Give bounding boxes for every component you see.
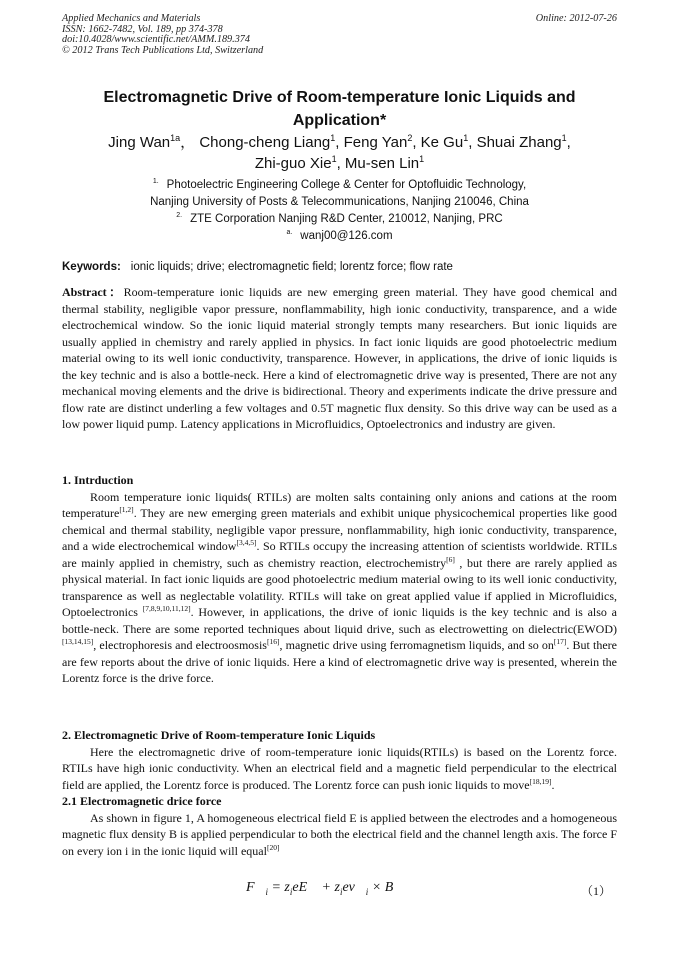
citation: [7,8,9,10,11,12] xyxy=(142,604,191,613)
subsection-heading: 2.1 Electromagnetic drice force xyxy=(62,794,222,808)
author-name: Mu-sen Lin xyxy=(344,155,420,172)
author-name: Ke Gu xyxy=(420,134,464,151)
equation-number: （1） xyxy=(580,884,611,898)
author-sep: , xyxy=(336,155,345,172)
text-run: Here the electromagnetic drive of room-temperature ionic liquids(RTILs) is based on the Lorentz force. RTILs have high ionic conductivity. When an electrical field and a magnetic field perpendicular to the electrical field are applied, the Lorentz force is produced. The Lorentz force can push ionic liquids to move xyxy=(62,744,617,792)
equation-1 xyxy=(62,880,617,902)
section-heading: 1. Intrduction xyxy=(62,473,134,487)
affiliation-1-line-1 xyxy=(62,177,617,194)
author-name: Jing Wan xyxy=(108,134,171,151)
author-sup: 1 xyxy=(561,133,567,143)
citation: [16] xyxy=(266,637,280,646)
author-name: Shuai Zhang xyxy=(476,134,562,151)
abstract xyxy=(62,284,617,433)
text-run: , but there are rarely applied as physical material. In fact ionic liquids are good photoelectric medium material owing to its well ionic conductivity, transparence as well as neglectable volatility. RTILs will take on great applied value if applied in Microfluidics, Optoelectronics xyxy=(62,555,617,619)
text-run: . So RTILs occupy the increasing attention of scientists worldwide. RTILs are mainly applied in chemistry, such as chemistry reaction, electrochemistry xyxy=(62,539,618,570)
journal-header xyxy=(62,14,617,56)
author-sup: 1 xyxy=(419,154,425,164)
author-sup: 1 xyxy=(331,154,337,164)
citation: [17] xyxy=(553,637,567,646)
email-line xyxy=(62,228,617,245)
section-heading: 2. Electromagnetic Drive of Room-temperature Ionic Liquids xyxy=(62,728,376,742)
equation-formula: $F⃗_i$ = $z_ieE⃗$ + $z_iev⃗_i$ × B⃗ xyxy=(246,880,405,897)
section-electromagnetic-drive xyxy=(62,727,617,859)
keywords xyxy=(62,259,617,275)
title-line-1: Electromagnetic Drive of Room-temperature Ionic Liquids and xyxy=(103,89,576,106)
title-line-2: Application* xyxy=(292,112,387,129)
keywords-text: ionic liquids; drive; electromagnetic field; lorentz force; flow rate xyxy=(130,261,453,273)
author-sep: ， xyxy=(180,134,196,151)
affiliation-text: ZTE Corporation Nanjing R&D Center, 210012, Nanjing, PRC xyxy=(190,213,503,225)
author-sep: , xyxy=(335,134,344,151)
text-run: Room temperature ionic liquids( RTILs) are molten salts containing only anions and cations at the room temperature xyxy=(62,489,617,520)
copyright-line: © 2012 Trans Tech Publications Ltd, Switzerland xyxy=(62,44,264,56)
author-list xyxy=(62,132,617,174)
author-sep: , xyxy=(412,134,421,151)
email-address: wanj00@126.com xyxy=(300,230,393,242)
email-mark: a. xyxy=(286,229,293,236)
affiliation-1-line-2: Nanjing University of Posts & Telecommunications, Nanjing 210046, China xyxy=(150,196,529,208)
author-sep: , xyxy=(468,134,477,151)
author-sup: 2 xyxy=(407,133,413,143)
body-paragraph xyxy=(62,810,617,860)
text-run: . They are new emerging green materials and exhibit unique physicochemical properties like good chemical and thermal stability, negligible vapor pressure, nonflammability, high ionic conductivity, transparence, and a wide electrochemical window xyxy=(62,506,617,553)
citation: [6] xyxy=(446,554,455,564)
author-sep: , xyxy=(566,134,571,151)
paper-title xyxy=(62,86,617,132)
affiliation-2 xyxy=(62,211,617,228)
affiliations xyxy=(62,177,617,245)
author-line-2 xyxy=(62,153,617,174)
text-run: , electrophoresis and electroosmosis xyxy=(93,638,267,652)
text-run: . But there are few reports about the drive of ionic liquids. Here a kind of electromagnetic drive way is presented, wherein the Lorentz force is the drive force. xyxy=(62,638,617,685)
author-sup: 1 xyxy=(463,133,469,143)
abstract-label: Abstract： xyxy=(62,285,124,299)
text-run: . However, in applications, the drive of ionic liquids is the key technic and is also a bottle-neck. There are some reported techniques about liquid drive, such as electrowetting on dielectric(EWOD) xyxy=(62,605,617,636)
body-paragraph xyxy=(62,489,617,687)
author-sup: 1a xyxy=(170,133,181,143)
affiliation-mark: 1. xyxy=(152,178,159,185)
abstract-paragraph xyxy=(62,284,617,433)
citation: [13,14,15] xyxy=(62,637,94,646)
author-line-1 xyxy=(62,132,617,153)
citation: [3,4,5] xyxy=(236,538,257,547)
affiliation-mark: 2. xyxy=(176,212,183,219)
doi-line: doi:10.4028/www.scientific.net/AMM.189.374 xyxy=(62,34,250,46)
text-run: , magnetic drive using ferromagnetism liquids, and so on xyxy=(279,638,554,652)
text-run: As shown in figure 1, A homogeneous electrical field E is applied between the electrodes and a homogeneous magnetic flux density B is applied perpendicular to both the electrical field and the channel length axis. The force F on every ion i in the ionic liquid will equal xyxy=(62,810,617,858)
keywords-label: Keywords: xyxy=(62,261,121,273)
journal-name: Applied Mechanics and Materials xyxy=(62,13,201,24)
citation: [18,19] xyxy=(529,776,552,786)
online-date: Online: 2012-07-26 xyxy=(535,13,617,24)
body-paragraph xyxy=(62,744,617,794)
author-name: Chong-cheng Liang xyxy=(199,134,331,151)
author-name: Zhi-guo Xie xyxy=(254,155,332,172)
citation: [1,2] xyxy=(119,505,134,514)
citation: [20] xyxy=(266,842,280,852)
affiliation-text: Photoelectric Engineering College & Center for Optofluidic Technology, xyxy=(166,179,527,191)
author-sup: 1 xyxy=(330,133,336,143)
text-run: . xyxy=(551,777,555,792)
author-name: Feng Yan xyxy=(343,134,408,151)
section-introduction xyxy=(62,472,617,687)
issn-line: ISSN: 1662-7482, Vol. 189, pp 374-378 xyxy=(62,23,223,35)
abstract-text: Room-temperature ionic liquids are new emerging green material. They have good chemical and thermal stability, negligible vapor pressure, nonflammability, high ionic conductivity, transparence, and a wide electrochemical window. So the ionic liquid material strongly tempts many researchers. But ionic liquids are usually applied in chemistry and rarely applied in physics. In fact ionic liquids are good photoelectric medium material owing to its well ionic conductivity, transparence. However, in applications, the drive of ionic liquids is the key technic and is also a bottle-neck. Here a kind of electromagnetic drive way is presented, There are not any mechanical moving elements and the drive is bidirectional. Theory and experiments indicate the drive pressure and flow rate are distinct underling a few voltages and 0.5T magnetic flux density. So this drive way can be used as a low power liquid pump. Latency applications in Microfluidics, Optoelectronics and industry are given. xyxy=(62,285,617,431)
